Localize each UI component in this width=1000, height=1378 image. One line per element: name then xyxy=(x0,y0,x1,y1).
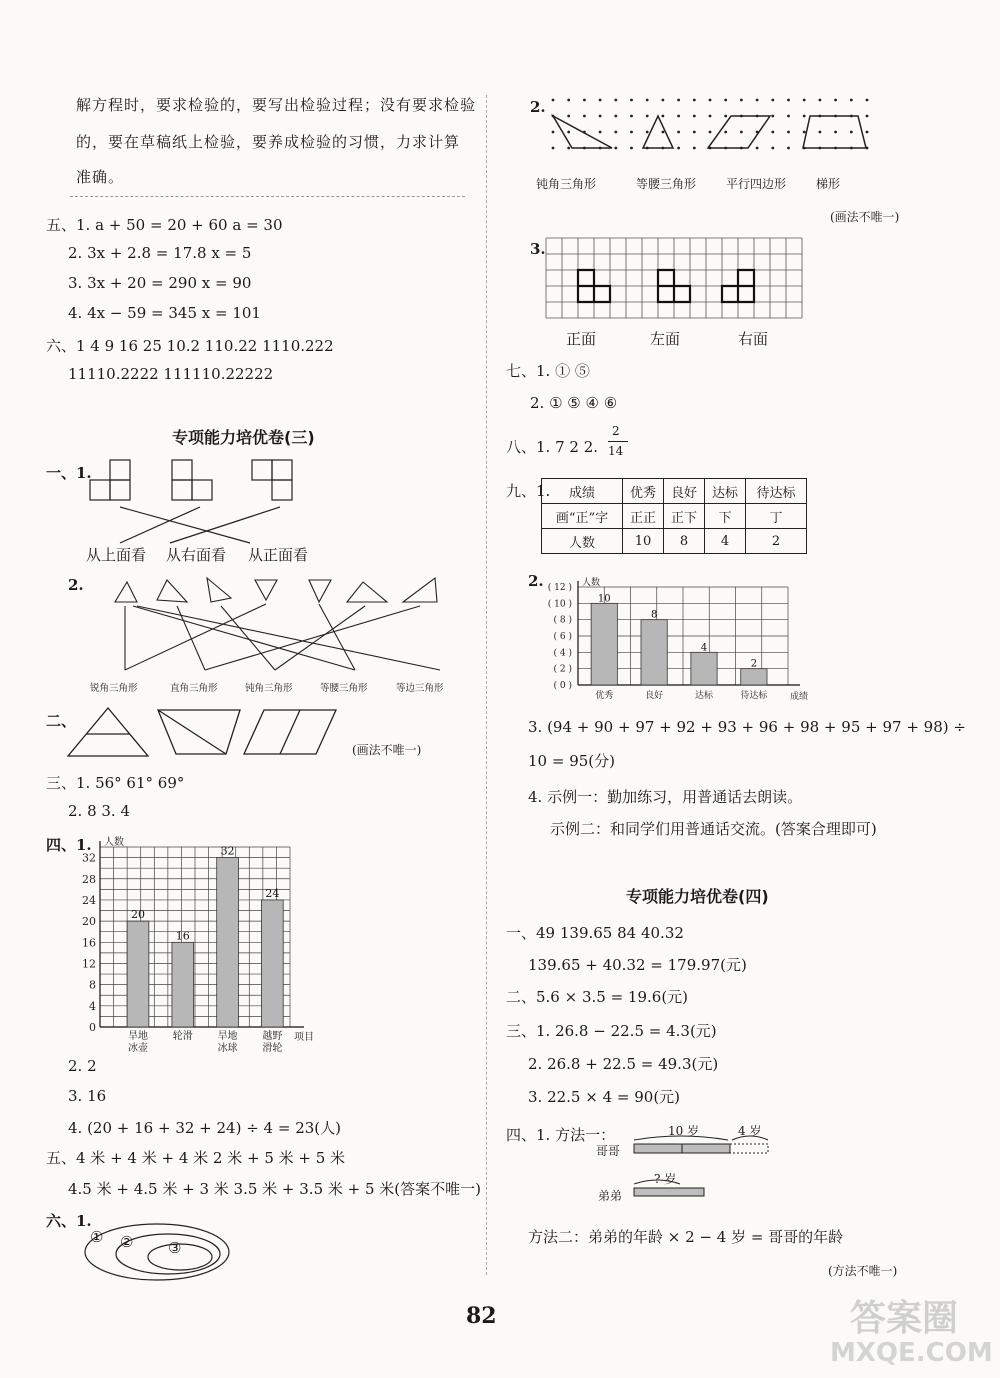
grid-dot xyxy=(756,147,759,150)
y-axis-label: 人数 xyxy=(582,578,601,588)
bar xyxy=(741,669,767,685)
triangle-matching-diagram xyxy=(85,572,455,680)
bar-value-label: 20 xyxy=(131,908,145,922)
y-tick-label: ( 12 ) xyxy=(547,583,572,593)
age-ten-label: 10 岁 xyxy=(668,1124,700,1138)
x-axis-label: 项目 xyxy=(294,1032,314,1043)
grid-dot xyxy=(787,99,790,102)
grid-dot xyxy=(693,147,696,150)
type-right: 直角三角形 xyxy=(170,683,218,694)
y-tick-label: ( 4 ) xyxy=(553,648,572,659)
note-line-2: 的，要在草稿纸上检验，要养成检验的习惯，力求计算 xyxy=(76,133,461,151)
grid-dot xyxy=(724,131,727,134)
column-divider xyxy=(486,95,487,1275)
dot-grid-shapes xyxy=(548,96,878,176)
grid-dot xyxy=(724,115,727,118)
grid-dot xyxy=(599,115,602,118)
y-tick-label: ( 6 ) xyxy=(553,632,572,642)
grid-dot xyxy=(599,131,602,134)
grid-dot xyxy=(850,147,853,150)
y-tick-label: 24 xyxy=(82,893,96,907)
grid-dot xyxy=(850,99,853,102)
bar xyxy=(217,858,239,1027)
y-tick-label: 20 xyxy=(82,915,96,929)
bar xyxy=(691,652,717,685)
venn-2: ② xyxy=(120,1233,134,1251)
grid-dot xyxy=(756,131,759,134)
s9-4-line-2: 示例二：和同学们用普通话交流。(答案合理即可) xyxy=(550,820,877,838)
venn-1: ① xyxy=(90,1228,104,1246)
y-axis-label: 人数 xyxy=(104,837,124,848)
grid-dot xyxy=(646,115,649,118)
grid-dot xyxy=(693,99,696,102)
view-label-front: 正面 xyxy=(566,330,597,348)
grid-dot xyxy=(850,115,853,118)
grid-dot xyxy=(834,147,837,150)
x-tick-label: 良好 xyxy=(645,691,664,701)
y-tick-label: 8 xyxy=(89,978,96,992)
grid-dot xyxy=(567,99,570,102)
s4-answer-4: 4. (20 + 16 + 32 + 24) ÷ 4 = 23(人) xyxy=(68,1119,341,1137)
type-obtuse: 钝角三角形 xyxy=(245,683,293,694)
bar xyxy=(262,900,284,1027)
grid-dot xyxy=(646,131,649,134)
q9-2-label: 2. xyxy=(528,572,544,590)
y-tick-label: ( 8 ) xyxy=(553,615,572,626)
grid-dot xyxy=(709,115,712,118)
bar-value-label: 32 xyxy=(220,844,235,858)
grid-dot xyxy=(614,147,617,150)
table-cell: 成绩 xyxy=(542,479,623,504)
grid-dot xyxy=(630,115,633,118)
x-tick-label: 轮滑 xyxy=(172,1031,193,1042)
grid-dot xyxy=(552,147,555,150)
s7-line-2: 2. ① ⑤ ④ ⑥ xyxy=(530,394,618,412)
grid-dot xyxy=(819,99,822,102)
s5-line-1: 五、1. a + 50 = 20 + 60 a = 30 xyxy=(46,216,283,234)
s4-label: 四、1. xyxy=(46,836,92,854)
shape-obtuse: 钝角三角形 xyxy=(536,177,597,191)
s4-answer-3: 3. 16 xyxy=(68,1087,107,1105)
s6b-label: 六、1. xyxy=(46,1212,92,1230)
x-tick-label: 滑轮 xyxy=(262,1043,283,1054)
x-tick-label: 冰壶 xyxy=(128,1043,148,1054)
grid-dot xyxy=(677,99,680,102)
bar xyxy=(172,942,194,1027)
table-cell: 正下 xyxy=(664,504,705,529)
grade-table xyxy=(541,478,807,554)
grid-dot xyxy=(850,131,853,134)
x-tick-label: 优秀 xyxy=(595,691,614,701)
grid-dot xyxy=(803,115,806,118)
bar-value-label: 2 xyxy=(750,658,758,670)
p4-2: 二、5.6 × 3.5 = 19.6(元) xyxy=(506,988,689,1006)
r-q2-label: 2. xyxy=(530,98,546,116)
table-cell: 优秀 xyxy=(623,479,664,504)
age-question-label: ? 岁 xyxy=(654,1172,677,1186)
grid-dot xyxy=(771,115,774,118)
s5-line-3: 3. 3x + 20 = 290 x = 90 xyxy=(68,274,252,292)
q-er-label: 二、 xyxy=(46,712,77,730)
note-line-3: 准确。 xyxy=(76,168,125,186)
p4-3-line-1: 三、1. 26.8 − 22.5 = 4.3(元) xyxy=(506,1022,717,1040)
watermark-logo: 答案圈 xyxy=(850,1298,959,1339)
grid-dot xyxy=(583,99,586,102)
grid-dot xyxy=(583,131,586,134)
s9-3-line-2: 10 = 95(分) xyxy=(528,752,615,770)
x-tick-label: 待达标 xyxy=(740,691,768,701)
view-front: 从正面看 xyxy=(248,546,309,564)
s8-numerator: 2 xyxy=(612,424,620,438)
r-q3-label: 3. xyxy=(530,240,546,258)
grid-dot xyxy=(614,99,617,102)
s5b-line-1: 五、4 米 + 4 米 + 4 米 2 米 + 5 米 + 5 米 xyxy=(46,1149,346,1167)
table-cell: 10 xyxy=(623,529,664,554)
grid-dot xyxy=(771,131,774,134)
grid-dot xyxy=(630,99,633,102)
grid-dot xyxy=(803,99,806,102)
q2-label: 2. xyxy=(68,576,84,594)
grid-dot xyxy=(677,147,680,150)
grid-dot xyxy=(787,131,790,134)
bar-value-label: 10 xyxy=(597,593,611,605)
grid-dot xyxy=(677,131,680,134)
grid-dot xyxy=(552,99,555,102)
type-equilateral: 等边三角形 xyxy=(396,683,444,694)
s9-label: 九、1. xyxy=(506,482,551,500)
y-tick-label: 12 xyxy=(82,957,96,971)
grid-dot xyxy=(740,131,743,134)
grid-dot xyxy=(724,99,727,102)
view-right: 从右面看 xyxy=(166,546,227,564)
grid-dot xyxy=(662,147,665,150)
grid-dot xyxy=(866,131,869,134)
s9-4-line-1: 4. 示例一：勤加练习，用普通话去朗读。 xyxy=(528,788,803,806)
table-row xyxy=(542,529,807,554)
q-er-note: (画法不唯一) xyxy=(352,743,422,757)
s8-fraction-bar xyxy=(608,441,628,442)
p4-1-line-1: 一、49 139.65 84 40.32 xyxy=(506,924,684,942)
grid-dot xyxy=(834,115,837,118)
method-two: 方法二：弟弟的年龄 × 2 − 4 岁 = 哥哥的年龄 xyxy=(528,1228,844,1246)
type-acute: 锐角三角形 xyxy=(90,683,138,694)
shape-parallelogram: 平行四边形 xyxy=(726,177,787,191)
bar xyxy=(127,921,149,1027)
grid-dot xyxy=(567,131,570,134)
grid-dot xyxy=(834,131,837,134)
grid-dot xyxy=(866,147,869,150)
table-cell: 丁 xyxy=(746,504,807,529)
x-tick-label: 达标 xyxy=(694,691,714,701)
grid-dot xyxy=(552,131,555,134)
grid-dot xyxy=(803,147,806,150)
grid-dot xyxy=(599,147,602,150)
s5b-line-2: 4.5 米 + 4.5 米 + 3 米 3.5 米 + 3.5 米 + 5 米(答案不唯一) xyxy=(68,1180,482,1198)
x-tick-label: 冰球 xyxy=(217,1043,238,1054)
age-four-label: 4 岁 xyxy=(738,1124,762,1138)
grid-dot xyxy=(552,115,555,118)
grid-dot xyxy=(866,115,869,118)
note-line-1: 解方程时，要求检验的，要写出检验过程；没有要求检验 xyxy=(76,96,477,114)
grid-dot xyxy=(787,115,790,118)
table-row xyxy=(542,504,807,529)
view-label-left: 左面 xyxy=(650,330,681,348)
table-cell: 2 xyxy=(746,529,807,554)
grid-dot xyxy=(630,147,633,150)
grid-dot xyxy=(740,115,743,118)
table-cell: 待达标 xyxy=(746,479,807,504)
s6-line-2: 11110.2222 111110.22222 xyxy=(68,365,274,383)
venn-3: ③ xyxy=(168,1239,182,1257)
grid-dot xyxy=(834,99,837,102)
bar-chart-sports xyxy=(60,830,330,1054)
y-tick-label: ( 0 ) xyxy=(553,681,572,691)
bar-value-label: 8 xyxy=(650,609,658,621)
y-tick-label: ( 2 ) xyxy=(553,664,572,675)
view-right-shape xyxy=(722,270,754,302)
grid-dot xyxy=(771,147,774,150)
grid-dot xyxy=(630,131,633,134)
watermark-url: MXQE.COM xyxy=(830,1338,993,1368)
bar xyxy=(641,620,667,685)
grid-dot xyxy=(662,131,665,134)
table-cell: 4 xyxy=(705,529,746,554)
grid-dot xyxy=(646,147,649,150)
grid-dot xyxy=(803,131,806,134)
s9-3-line-1: 3. (94 + 90 + 97 + 92 + 93 + 96 + 98 + 95 + 97 + 98) ÷ xyxy=(528,718,966,736)
section-title-3: 专项能力培优卷(三) xyxy=(172,428,315,447)
table-cell: 画“正”字 xyxy=(542,504,623,529)
table-cell: 下 xyxy=(705,504,746,529)
shape-trapezoid: 梯形 xyxy=(816,177,841,191)
grid-dot xyxy=(693,115,696,118)
p4-3-line-2: 2. 26.8 + 22.5 = 49.3(元) xyxy=(528,1055,719,1073)
venn-diagram xyxy=(82,1222,232,1282)
table-cell: 良好 xyxy=(664,479,705,504)
y-tick-label: 32 xyxy=(82,851,96,865)
grid-dot xyxy=(740,147,743,150)
page-number: 82 xyxy=(466,1303,497,1329)
views-grid xyxy=(546,238,802,324)
table-cell: 达标 xyxy=(705,479,746,504)
division-shapes xyxy=(66,706,346,758)
y-tick-label: 28 xyxy=(82,872,96,886)
method-note: (方法不唯一) xyxy=(828,1264,898,1278)
y-tick-label: 16 xyxy=(82,936,96,950)
sister-label: 弟弟 xyxy=(598,1189,623,1203)
grid-dot xyxy=(646,99,649,102)
grid-dot xyxy=(819,115,822,118)
view-left-shape xyxy=(658,270,690,302)
s7-line-1: 七、1. ① ⑤ xyxy=(506,362,590,380)
brother-label: 哥哥 xyxy=(596,1144,621,1158)
bar-value-label: 16 xyxy=(175,929,190,943)
bar-chart-grades xyxy=(530,565,830,705)
shape-isosceles: 等腰三角形 xyxy=(636,177,697,191)
s4-answer-2: 2. 2 xyxy=(68,1057,97,1075)
grid-dot xyxy=(614,131,617,134)
q1-label: 一、1. xyxy=(46,464,92,482)
grid-dot xyxy=(567,147,570,150)
grid-dot xyxy=(819,147,822,150)
grid-dot xyxy=(787,147,790,150)
note-separator xyxy=(70,196,465,197)
grid-dot xyxy=(662,115,665,118)
type-isosceles: 等腰三角形 xyxy=(320,683,368,694)
grid-dot xyxy=(866,99,869,102)
x-tick-label: 越野 xyxy=(262,1031,283,1042)
s6-line-1: 六、1 4 9 16 25 10.2 110.22 1110.222 xyxy=(46,337,334,355)
s3-line-1: 三、1. 56° 61° 69° xyxy=(46,774,185,792)
grid-dot xyxy=(583,115,586,118)
s8-denominator: 14 xyxy=(608,444,624,458)
grid-dot xyxy=(724,147,727,150)
bar-value-label: 24 xyxy=(265,886,280,900)
grid-dot xyxy=(740,99,743,102)
view-top: 从上面看 xyxy=(86,546,147,564)
p4-1-line-2: 139.65 + 40.32 = 179.97(元) xyxy=(528,956,747,974)
x-tick-label: 旱地 xyxy=(128,1031,148,1042)
views-diagram xyxy=(80,455,310,545)
grid-dot xyxy=(709,99,712,102)
grid-dot xyxy=(693,131,696,134)
s8-text: 八、1. 7 2 2. xyxy=(506,438,599,456)
age-line-diagram xyxy=(630,1132,780,1202)
x-tick-label: 旱地 xyxy=(217,1031,238,1042)
p4-4-label: 四、1. 方法一： xyxy=(506,1126,616,1144)
table-cell: 人数 xyxy=(542,529,623,554)
view-front-shape xyxy=(578,270,610,302)
view-label-right: 右面 xyxy=(738,330,769,348)
grid-dot xyxy=(819,131,822,134)
grid-dot xyxy=(709,147,712,150)
grid-dot xyxy=(583,147,586,150)
x-axis-label: 成绩 xyxy=(790,692,809,702)
grid-dot xyxy=(709,131,712,134)
s5-line-4: 4. 4x − 59 = 345 x = 101 xyxy=(68,304,261,322)
y-tick-label: 4 xyxy=(89,999,96,1013)
table-cell: 正正 xyxy=(623,504,664,529)
grid-dot xyxy=(771,99,774,102)
y-tick-label: ( 10 ) xyxy=(547,599,572,610)
grid-dot xyxy=(756,99,759,102)
s3-line-2: 2. 8 3. 4 xyxy=(68,802,131,820)
y-tick-label: 0 xyxy=(89,1021,96,1034)
bar xyxy=(591,603,617,685)
s5-line-2: 2. 3x + 2.8 = 17.8 x = 5 xyxy=(68,244,252,262)
grid-dot xyxy=(662,99,665,102)
grid-dot xyxy=(599,99,602,102)
grid-dot xyxy=(614,115,617,118)
grid-dot xyxy=(756,115,759,118)
shapes-note: (画法不唯一) xyxy=(830,210,900,224)
section-title-4: 专项能力培优卷(四) xyxy=(626,887,769,906)
p4-3-line-3: 3. 22.5 × 4 = 90(元) xyxy=(528,1088,681,1106)
bar-value-label: 4 xyxy=(700,642,708,654)
grid-dot xyxy=(567,115,570,118)
table-cell: 8 xyxy=(664,529,705,554)
grid-dot xyxy=(677,115,680,118)
table-row xyxy=(542,479,807,504)
